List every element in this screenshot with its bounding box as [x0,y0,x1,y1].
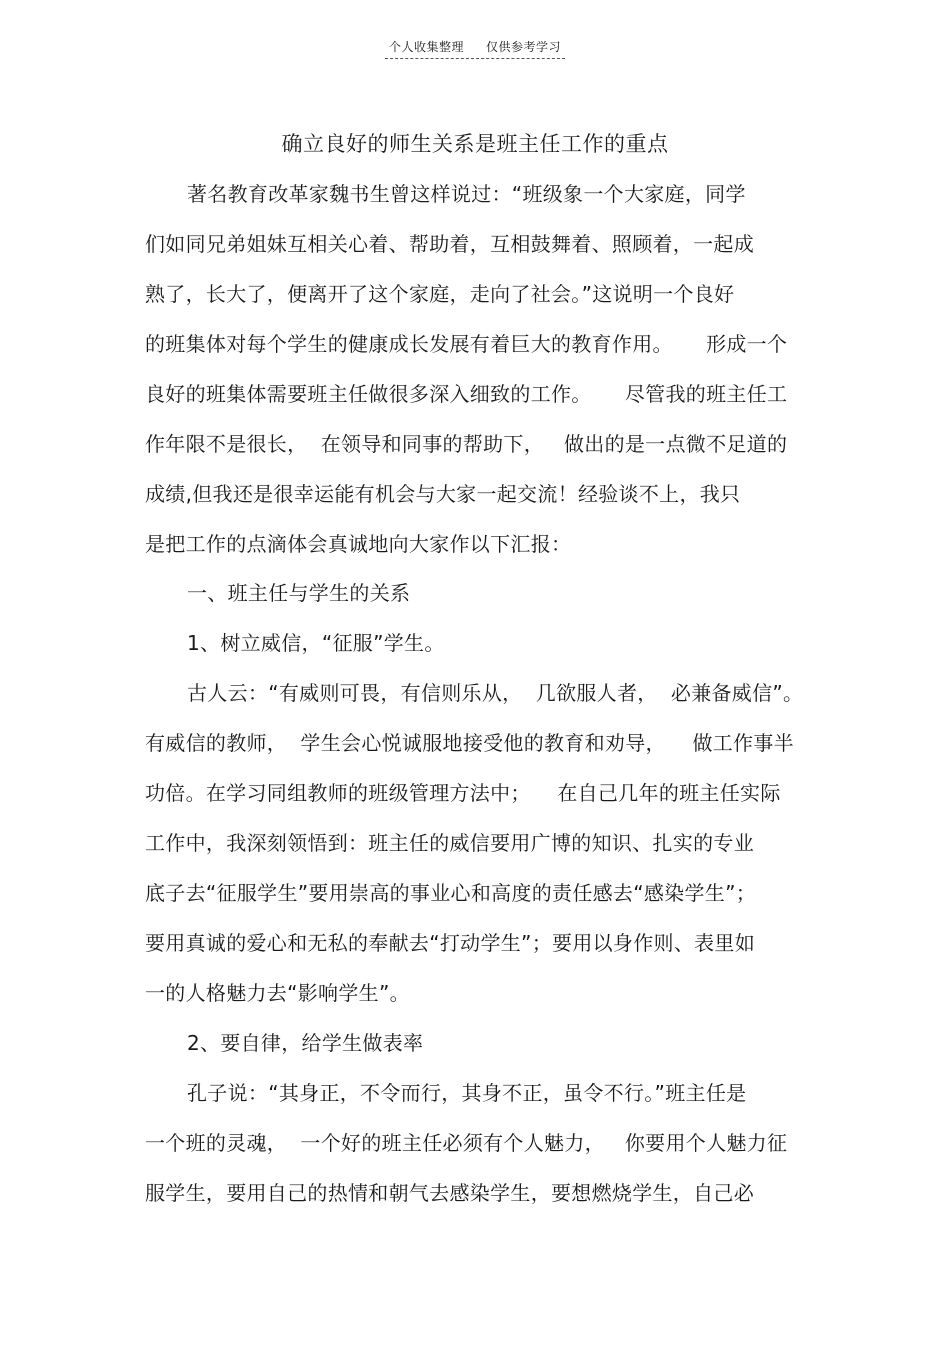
subsection-heading: 1、树立威信，“征服”学生。 [187,631,445,655]
text-line: 要用真诚的爱心和无私的奉献去“打动学生”；要用以身作则、表里如 [145,931,756,955]
header-left: 个人收集整理 [388,40,464,54]
text-line: 成绩,但我还是很幸运能有机会与大家一起交流！经验谈不上，我只 [145,482,741,506]
text-line: 熟了，长大了，便离开了这个家庭，走向了社会。”这说明一个良好 [145,282,735,306]
page-header [0,38,950,59]
section-heading: 一、班主任与学生的关系 [187,581,411,605]
subsection-heading: 2、要自律，给学生做表率 [187,1031,424,1055]
text-line: 作年限不是很长， 在领导和同事的帮助下， 做出的是一点微不足道的 [145,432,788,456]
text-line: 底子去“征服学生”要用崇高的事业心和高度的责任感去“感染学生”； [145,881,757,905]
text-line: 古人云：“有威则可畏，有信则乐从， 几欲服人者， 必兼备威信”。 [187,681,804,705]
text-line: 工作中，我深刻领悟到：班主任的威信要用广博的知识、扎实的专业 [145,831,754,855]
text-line: 有威信的教师， 学生会心悦诚服地接受他的教育和劝导， 做工作事半 [145,731,794,755]
text-line: 的班集体对每个学生的健康成长发展有着巨大的教育作用。 形成一个 [145,332,788,356]
document-title: 确立良好的师生关系是班主任工作的重点 [281,132,669,156]
text-line: 一的人格魅力去“影响学生”。 [145,981,410,1005]
text-line: 良好的班集体需要班主任做很多深入细致的工作。 尽管我的班主任工 [145,382,788,406]
text-line: 服学生，要用自己的热情和朝气去感染学生，要想燃烧学生，自己必 [145,1181,754,1205]
text-line: 功倍。在学习同组教师的班级管理方法中； 在自己几年的班主任实际 [145,781,781,805]
text-line: 孔子说：“其身正，不令而行，其身不正，虽令不行。”班主任是 [187,1081,747,1105]
header-right: 仅供参考学习 [486,40,562,54]
text-line: 一个班的灵魂， 一个好的班主任必须有个人魅力， 你要用个人魅力征 [145,1131,788,1155]
header-text [385,38,565,59]
text-line: 们如同兄弟姐妹互相关心着、帮助着，互相鼓舞着、照顾着，一起成 [145,232,754,256]
text-line: 著名教育改革家魏书生曾这样说过：“班级象一个大家庭，同学 [187,182,746,206]
text-line: 是把工作的点滴体会真诚地向大家作以下汇报： [145,532,572,556]
